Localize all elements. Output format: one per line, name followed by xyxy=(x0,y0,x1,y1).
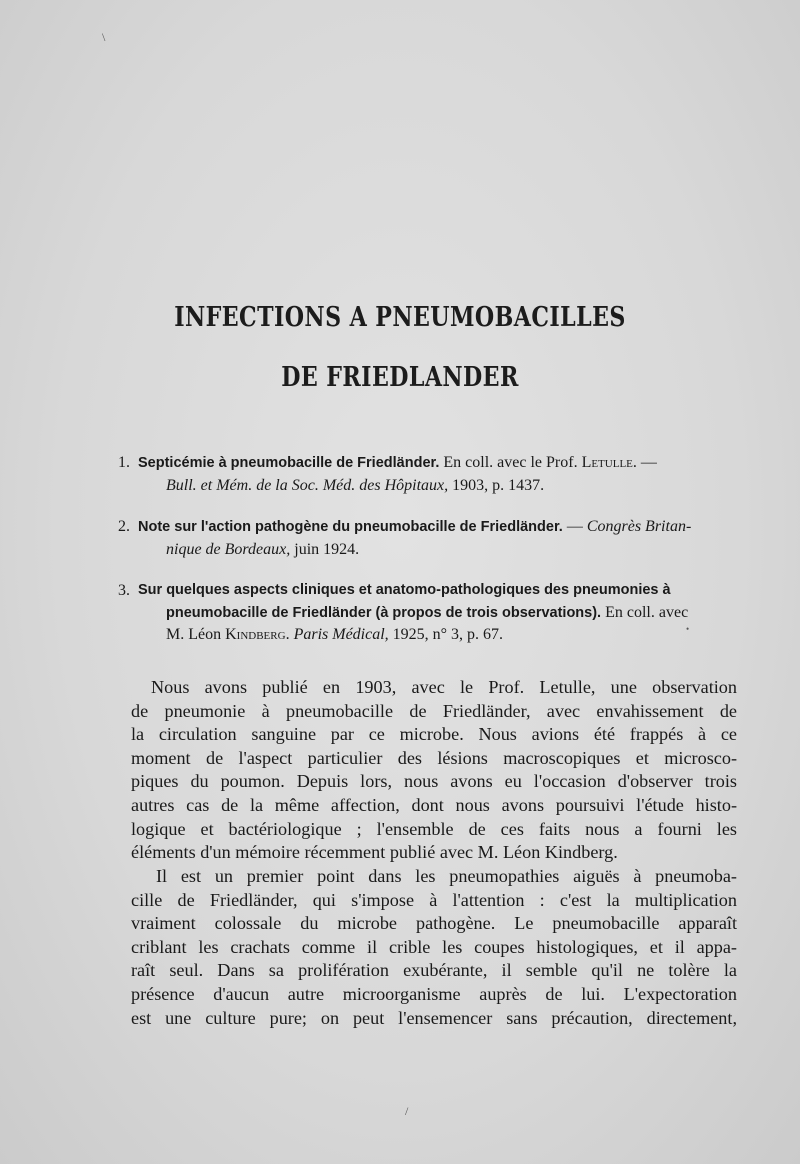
journal-name: Paris Médical, xyxy=(293,626,389,643)
body-paragraph-1 xyxy=(131,676,737,865)
author-name: Letulle. xyxy=(581,454,637,471)
reference-text: M. Léon xyxy=(166,626,226,643)
text-line: de pneumonie à pneumobacille de Friedländer, avec envahissement de xyxy=(131,700,737,721)
text-line: éléments d'un mémoire récemment publié avec M. Léon Kindberg. xyxy=(131,842,618,863)
text-line: moment de l'aspect particulier des lésions macroscopiques et microsco- xyxy=(131,747,737,768)
text-line: vraiment colossale du microbe pathogène. Le pneumobacille apparaît xyxy=(131,913,737,934)
reference-line xyxy=(166,537,359,563)
reference-text: juin 1924. xyxy=(290,541,360,558)
reference-text: . xyxy=(285,626,294,643)
text-line: cille de Friedländer, qui s'impose à l'attention : c'est la multiplication xyxy=(131,889,737,910)
reference-title: Note sur l'action pathogène du pneumobacille de Friedländer. xyxy=(138,519,563,535)
reference-text: — xyxy=(562,518,587,535)
reference-text: En coll. avec le Prof. xyxy=(439,454,582,471)
reference-title: Sur quelques aspects cliniques et anatomo-pathologiques des pneumonies à xyxy=(138,582,671,598)
text-line: autres cas de la même affection, dont nous avons poursuivi l'étude histo- xyxy=(131,794,737,815)
reference-text: 1903, p. 1437. xyxy=(448,477,545,494)
body-paragraph-2 xyxy=(131,865,737,1030)
reference-text: 1925, n° 3, p. 67. xyxy=(388,626,504,643)
chapter-title-line-1: INFECTIONS A PNEUMOBACILLES xyxy=(174,302,626,333)
reference-title: pneumobacille de Friedländer (à propos de trois observations). xyxy=(166,605,602,621)
reference-text: En coll. avec xyxy=(601,604,689,621)
text-line: piques du poumon. Depuis lors, nous avons eu l'occasion d'observer trois xyxy=(131,771,737,792)
reference-line xyxy=(166,622,503,648)
journal-name: Bull. et Mém. de la Soc. Méd. des Hôpitaux, xyxy=(166,477,449,494)
scan-speck: • xyxy=(686,624,690,634)
scan-speck: / xyxy=(405,1104,409,1118)
reference-text: — xyxy=(636,454,657,471)
text-line: Il est un premier point dans les pneumopathies aiguës à pneumoba- xyxy=(156,866,737,886)
text-line: est une culture pure; on peut l'ensemencer sans précaution, directement, xyxy=(131,1007,737,1028)
text-line: présence d'aucun autre microorganisme auprès de lui. L'expectoration xyxy=(131,983,737,1004)
reference-number: 3. xyxy=(118,582,130,599)
journal-name: Congrès Britan- xyxy=(586,518,692,535)
reference-title: Septicémie à pneumobacille de Friedländer. xyxy=(138,455,440,471)
author-name: Kindberg xyxy=(225,626,286,643)
journal-name: nique de Bordeaux, xyxy=(166,541,291,558)
text-line: raît seul. Dans sa prolifération exubérante, il semble qu'il ne tolère la xyxy=(131,960,737,981)
reference-number: 1. xyxy=(118,454,130,471)
reference-line xyxy=(166,473,544,499)
text-line: criblant les crachats comme il crible les coupes histologiques, et il appa- xyxy=(131,936,737,957)
chapter-title-line-2: DE FRIEDLANDER xyxy=(281,362,519,393)
scan-speck: \ xyxy=(102,30,106,44)
text-line: la circulation sanguine par ce microbe. Nous avions été frappés à ce xyxy=(131,724,737,745)
reference-number: 2. xyxy=(118,518,130,535)
text-line: logique et bactériologique ; l'ensemble de ces faits nous a fourni les xyxy=(131,818,737,839)
text-line: Nous avons publié en 1903, avec le Prof. Letulle, une observation xyxy=(151,677,737,697)
